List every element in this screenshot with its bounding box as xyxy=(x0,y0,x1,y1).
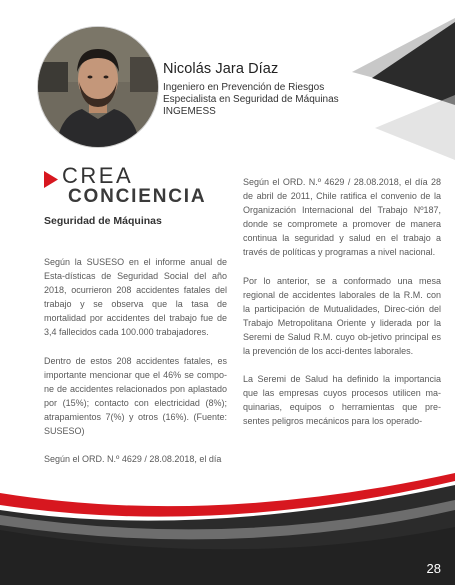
paragraph: Dentro de estos 208 accidentes fatales, es importante mencionar que el 46% se compo-ne de accidentes relacionados pon aplastado por (15%); contacto con electricidad (8%); atrapamientos 7(%) y otros (16%). (Fuente: SUSESO) xyxy=(44,355,227,437)
author-company: INGEMESS xyxy=(163,106,216,117)
red-arrow-icon xyxy=(44,171,58,188)
author-photo xyxy=(38,27,158,147)
article-subtitle: Seguridad de Máquinas xyxy=(44,215,162,227)
article-column-right xyxy=(243,175,441,443)
paragraph: Por lo anterior, se a conformado una mesa regional de accidentes laborales de la R.M. con la participación de Mutualidades, Direc-ción del Trabajo Metropolitana Oriente y liderada por la Seremi de Salud R.M. cuyo ob-jetivo principal es la prevención de los acci-dentes laborales. xyxy=(243,275,441,357)
paragraph: Según el ORD. N.º 4629 / 28.08.2018, el día 28 de abril de 2011, Chile ratifica el convenio de la Organización Internacional del Trabajo Nº187, donde se compromete a promover de manera continua la seguridad y salud en el trabajo a través de políticas y programas a nivel nacional. xyxy=(243,177,441,258)
author-role-specialty: Especialista en Seguridad de Máquinas xyxy=(163,94,339,105)
paragraph: Según el ORD. N.º 4629 / 28.08.2018, el día xyxy=(44,454,222,465)
bottom-swoosh-decoration xyxy=(0,455,455,585)
article-column-left xyxy=(44,255,227,480)
page-number: 28 xyxy=(426,561,441,576)
paragraph: Según la SUSESO en el informe anual de Esta-dísticas de Seguridad Social del año 2018, ocurrieron 208 accidentes fatales del trabajo y se observa que la tasa de mortalidad por accidentes del trabajo fue de 3,4 fallecidos cada 100.000 trabajadores. xyxy=(44,257,227,338)
paragraph: La Seremi de Salud ha definido la importancia que las empresas cuyos procesos utilicen ma-quinarias, equipos o herramientas que pre-sentes peligros mecánicos para los operado- xyxy=(243,374,441,427)
author-role-title: Ingeniero en Prevención de Riesgos xyxy=(163,82,325,93)
author-avatar xyxy=(38,27,158,147)
author-name: Nicolás Jara Díaz xyxy=(163,61,279,77)
article-title-line2: CONCIENCIA xyxy=(68,186,207,207)
article-title-line1: CREA xyxy=(62,163,134,188)
